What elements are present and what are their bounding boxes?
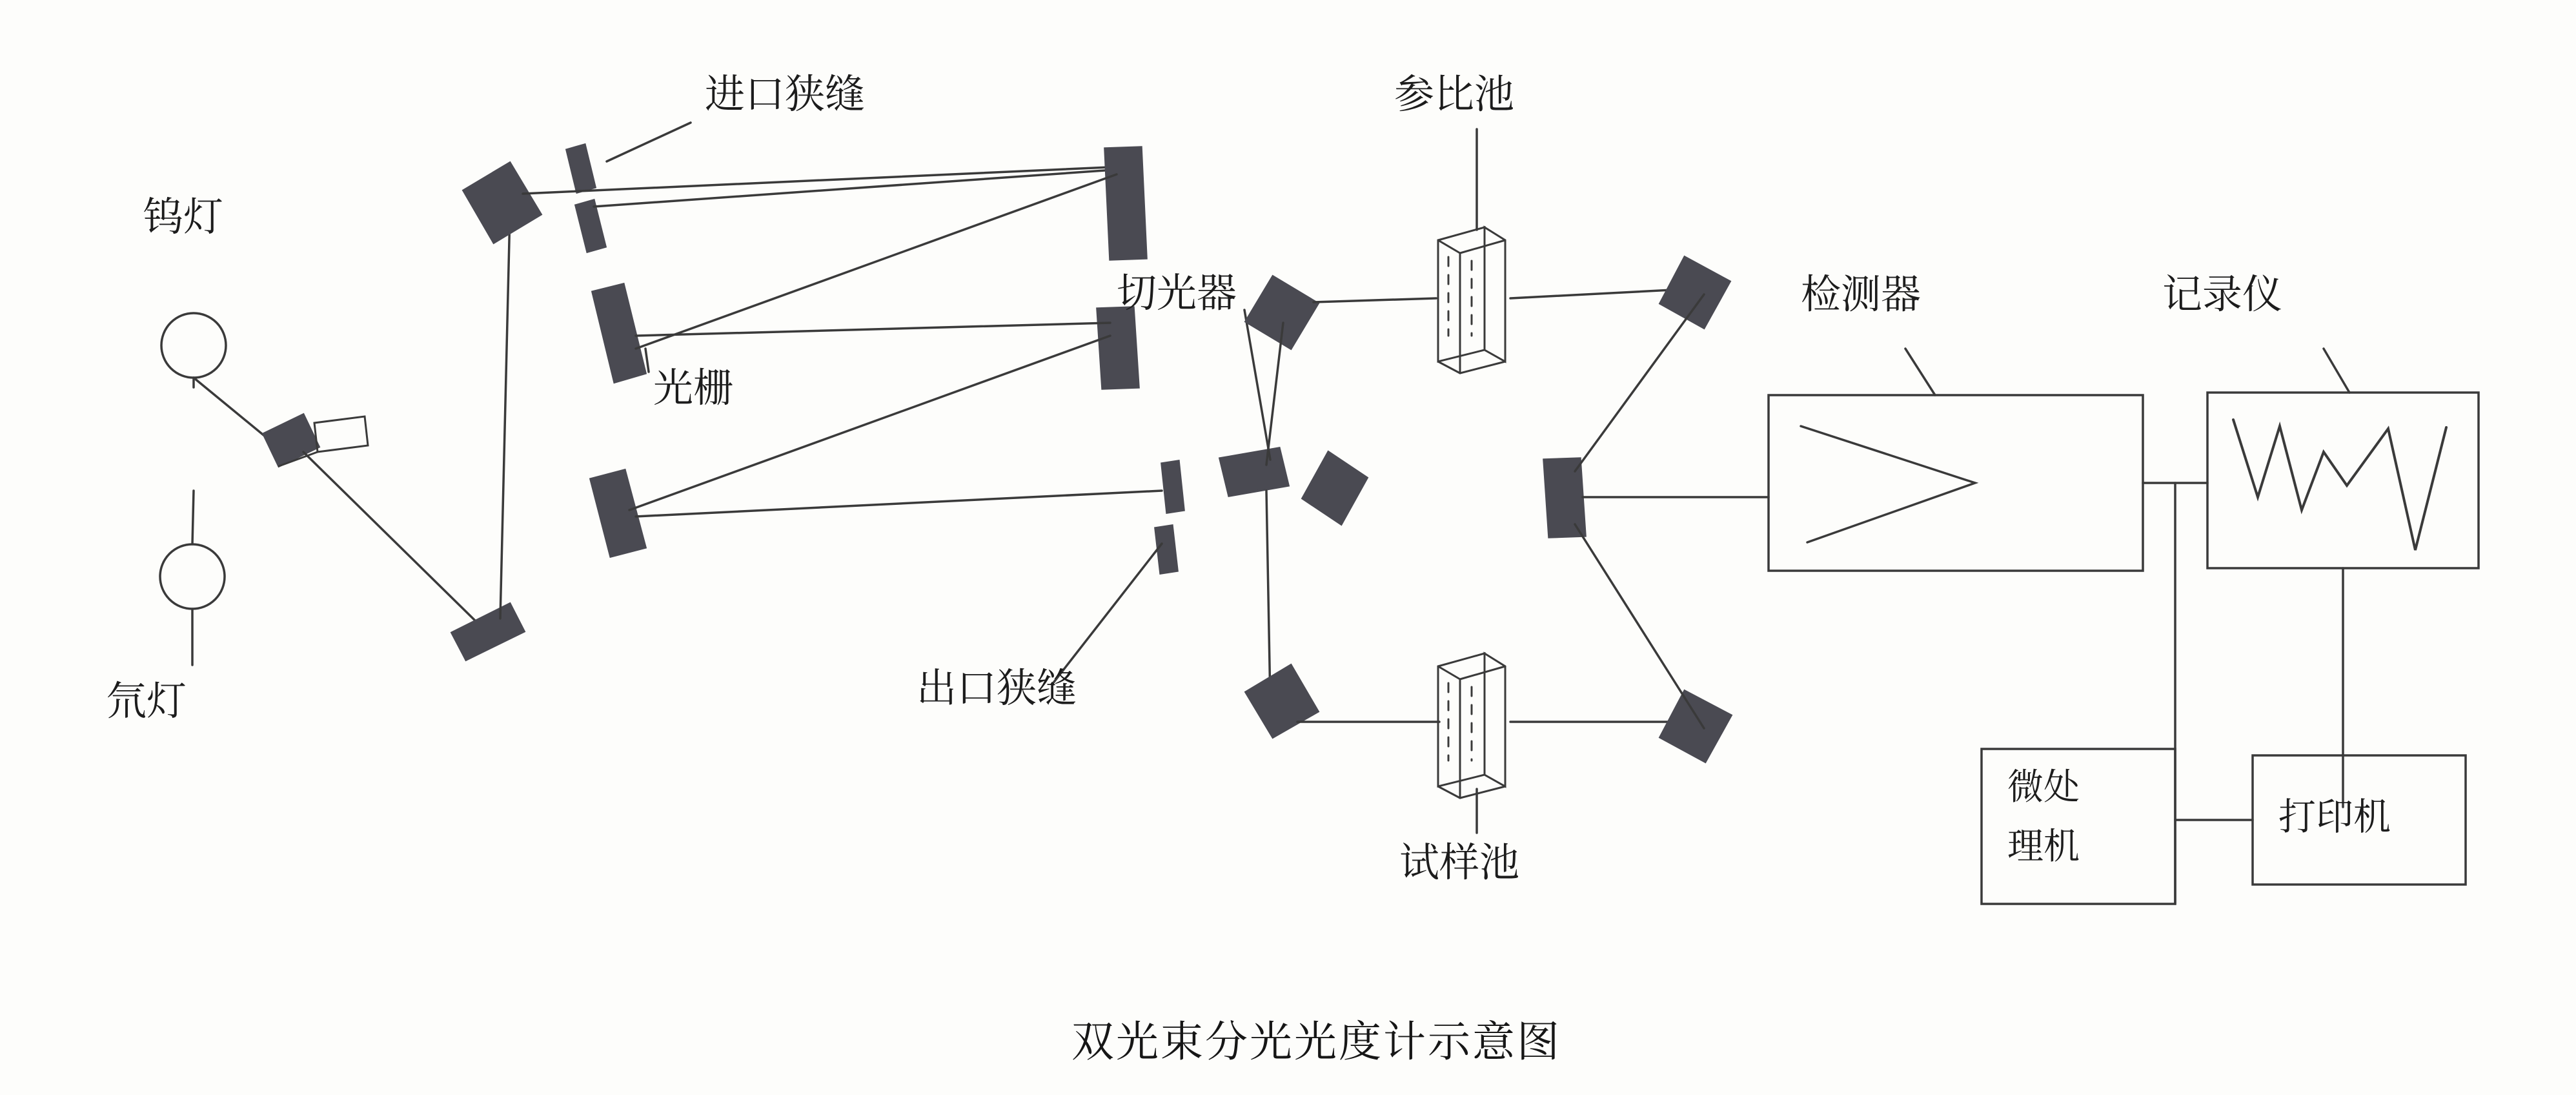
beam-grating-to-upper-right [636, 174, 1117, 349]
deuterium-lamp-stem [192, 491, 194, 544]
beam-grating-to-middle-right [636, 323, 1110, 336]
beam-lower-left-to-exit-slit [636, 491, 1162, 517]
leader-grating [645, 349, 649, 372]
label-grating: 光栅 [653, 366, 734, 411]
label-reference-cell: 参比池 [1394, 72, 1515, 117]
label-sample-cell: 试样池 [1399, 841, 1520, 885]
label-microprocessor-line2: 理机 [2007, 826, 2080, 866]
label-exit-slit: 出口狭缝 [917, 666, 1077, 711]
collimating-mirror [463, 163, 541, 243]
leader-entrance-slit [607, 123, 691, 161]
label-microprocessor-line1: 微处 [2007, 766, 2080, 807]
beam-to-reference-cell [1313, 298, 1436, 302]
mirror-lower-left [591, 470, 645, 557]
reference-cell [1438, 227, 1505, 373]
chopper-mirror [1220, 448, 1288, 496]
beam-reference-to-recombiner [1575, 294, 1704, 471]
fold-mirror-lower-left [452, 604, 524, 660]
exit-slit-upper-jaw [1162, 461, 1184, 513]
sample-cell [1438, 653, 1505, 798]
label-tungsten-lamp: 钨灯 [143, 195, 224, 240]
label-printer: 打印机 [2278, 796, 2391, 838]
detector-leader [1905, 349, 1935, 395]
grating [593, 284, 645, 382]
beam-sample-to-recombiner [1575, 524, 1704, 728]
label-chopper: 切光器 [1117, 271, 1237, 316]
mirror-sample-in [1246, 665, 1318, 737]
mirror-sample-out [1660, 691, 1731, 762]
beam-chopper-to-reference-mirror [1266, 323, 1283, 465]
detector-amplifier-symbol [1801, 426, 1975, 542]
recorder-trace [2233, 420, 2446, 550]
label-deuterium-lamp: 氘灯 [106, 679, 187, 724]
mirror-middle-right [1097, 307, 1139, 389]
recombining-mirror [1544, 458, 1585, 537]
entrance-slit-upper-jaw [567, 145, 595, 192]
figure-caption: 双光束分光光度计示意图 [1071, 1018, 1561, 1065]
recorder-leader [2324, 349, 2349, 393]
chopper-secondary-mirror [1303, 452, 1367, 524]
label-detector: 检测器 [1801, 272, 1922, 317]
entrance-slit-lower-jaw [576, 200, 605, 252]
label-entrance-slit: 进口狭缝 [705, 72, 866, 117]
detector-box [1769, 395, 2143, 571]
tungsten-lamp-icon [161, 313, 226, 378]
beam-lamp-to-fold-mirror [303, 452, 478, 623]
beam-fold-to-collimator [500, 213, 510, 619]
beam-middle-right-to-lower-left [629, 336, 1110, 510]
label-recorder: 记录仪 [2162, 272, 2283, 317]
mirror-reference-out [1660, 257, 1730, 328]
mirror-upper-right [1105, 147, 1146, 260]
beam-reference-cell-to-mirror [1510, 289, 1685, 298]
beam-chopper-to-sample-mirror [1266, 491, 1270, 701]
deuterium-lamp-icon [160, 544, 225, 609]
lamp-selector-mirror [263, 414, 368, 466]
leader-exit-slit [1052, 544, 1162, 684]
